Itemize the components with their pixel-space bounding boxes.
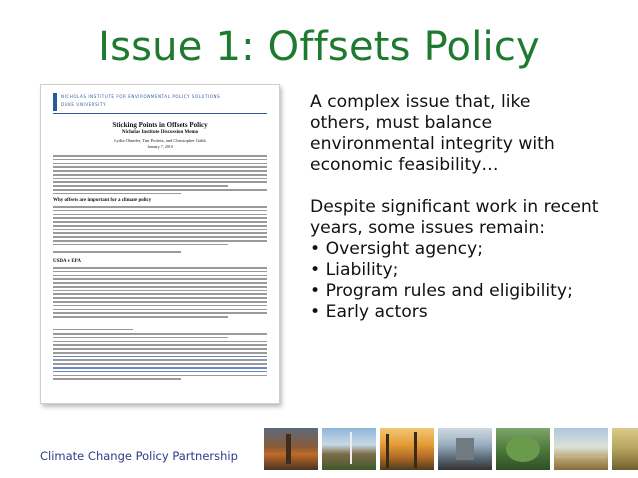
- doc-org: NICHOLAS INSTITUTE FOR ENVIRONMENTAL POLICY SOLUTIONS: [61, 94, 221, 99]
- green-foliage-photo: [496, 428, 550, 470]
- body-line: years, some issues remain:: [310, 218, 546, 238]
- field-photo: [612, 428, 638, 470]
- doc-title: Sticking Points in Offsets Policy: [112, 121, 208, 129]
- slide-body-text: [310, 92, 630, 323]
- doc-subtitle: Nicholas Institute Discussion Memo: [121, 130, 199, 135]
- doc-divider: [53, 113, 267, 114]
- doc-footnotes: [53, 333, 267, 382]
- bullet-item: • Early actors: [310, 302, 428, 322]
- bullet-item: • Oversight agency;: [310, 239, 484, 259]
- body-line: A complex issue that, like: [310, 92, 531, 112]
- bullet-text: Liability;: [325, 260, 399, 280]
- doc-logo-bar: [53, 93, 57, 111]
- body-line: Despite significant work in recent: [310, 197, 599, 217]
- body-line: environmental integrity with: [310, 134, 555, 154]
- document-thumbnail: [40, 84, 280, 404]
- photo-strip: [264, 428, 638, 470]
- doc-paragraph-4: [53, 267, 267, 320]
- doc-section-heading-2: USDA v EPA: [53, 259, 81, 264]
- doc-paragraph-2: [53, 206, 267, 248]
- factory-photo: [438, 428, 492, 470]
- doc-authors: Lydia Olander, Tim Profeta, and Christopher Galik: [114, 138, 206, 143]
- doc-paragraph-1: [53, 155, 267, 197]
- bullet-item: • Liability;: [310, 260, 399, 280]
- doc-footnote-divider: [53, 329, 133, 330]
- bullet-text: Oversight agency;: [325, 239, 484, 259]
- doc-university: DUKE UNIVERSITY: [61, 102, 107, 107]
- bullet-item: • Program rules and eligibility;: [310, 281, 573, 301]
- autumn-trees-photo: [380, 428, 434, 470]
- body-line: economic feasibility…: [310, 155, 499, 175]
- body-line: others, must balance: [310, 113, 493, 133]
- wetland-photo: [554, 428, 608, 470]
- wind-turbine-photo: [322, 428, 376, 470]
- doc-date: January 7, 2010: [147, 144, 173, 149]
- bullet-text: Early actors: [325, 302, 428, 322]
- doc-header: [53, 93, 267, 111]
- bullet-text: Program rules and eligibility;: [325, 281, 573, 301]
- slide-title: Issue 1: Offsets Policy: [98, 24, 540, 70]
- footer-org-name: Climate Change Policy Partnership: [40, 449, 238, 463]
- forest-sunset-photo: [264, 428, 318, 470]
- doc-section-heading-1: Why offsets are important for a climate policy: [53, 198, 152, 203]
- doc-paragraph-3: [53, 251, 267, 255]
